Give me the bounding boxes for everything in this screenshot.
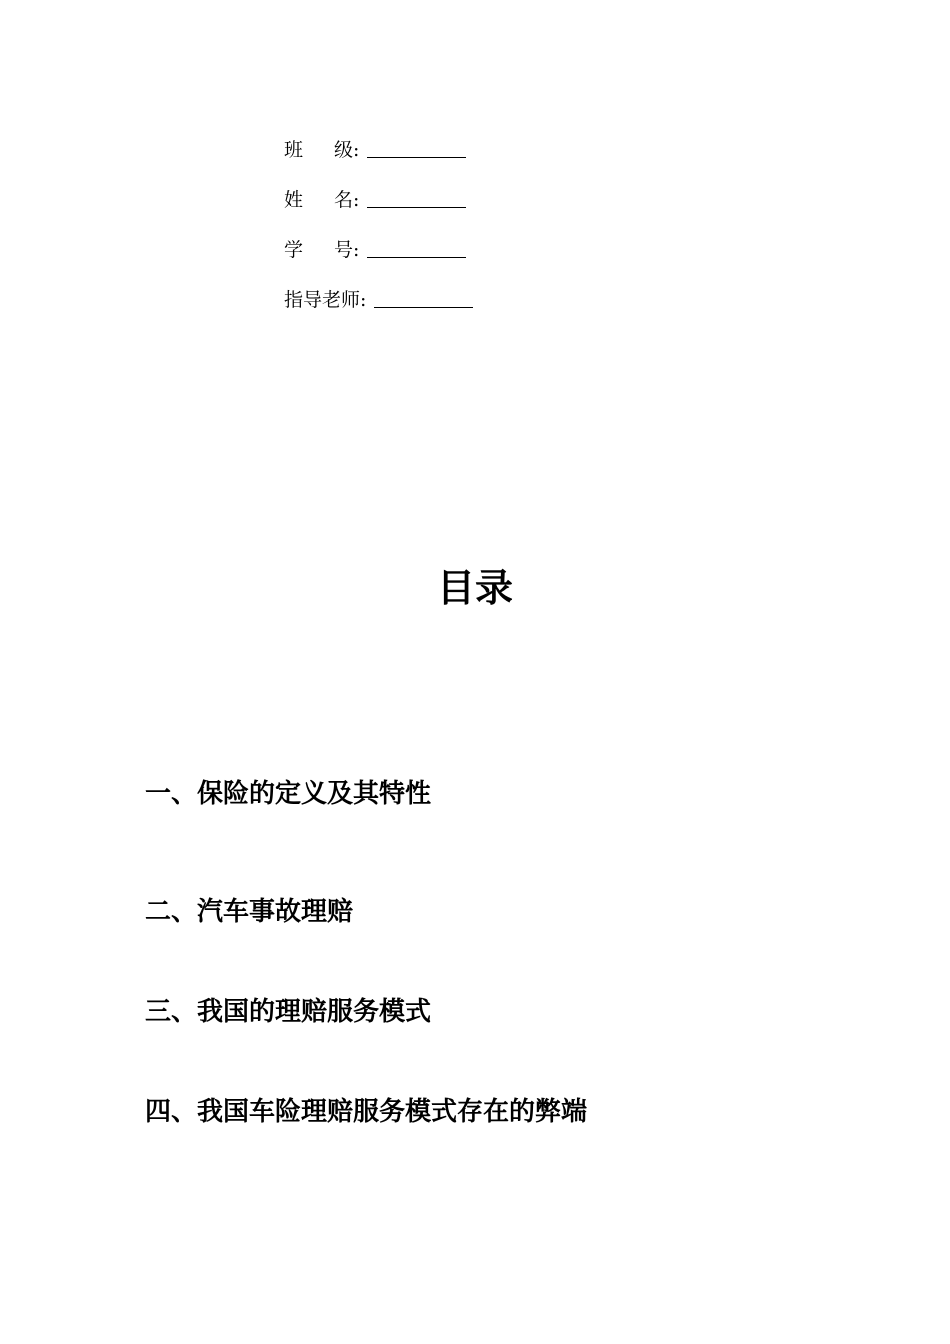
class-colon: : [353,139,360,161]
name-blank-line[interactable] [367,189,466,208]
student-id-label-first: 学 [284,239,304,261]
toc-item-4[interactable]: 四、我国车险理赔服务模式存在的弊端 [145,1097,588,1127]
student-id-label [284,238,353,262]
name-label-last: 名 [334,189,354,211]
advisor-blank-line[interactable] [374,289,473,308]
advisor-field [284,288,473,312]
student-id-field [284,238,466,262]
class-field [284,138,466,162]
advisor-colon: : [360,289,367,311]
toc-item-1[interactable]: 一、保险的定义及其特性 [145,779,432,809]
class-label-last: 级 [334,139,354,161]
student-id-blank-line[interactable] [367,239,466,258]
toc-item-3[interactable]: 三、我国的理赔服务模式 [145,997,432,1027]
toc-item-2[interactable]: 二、汽车事故理赔 [145,897,354,927]
class-label-first: 班 [284,139,304,161]
toc-title: 目录 [436,566,513,610]
advisor-label: 指导老师 [284,289,361,311]
name-label-first: 姓 [284,189,304,211]
student-id-colon: : [353,239,360,261]
name-colon: : [353,189,360,211]
student-id-label-last: 号 [334,239,354,261]
class-blank-line[interactable] [367,139,466,158]
name-field [284,188,466,212]
name-label [284,188,353,212]
class-label [284,138,353,162]
